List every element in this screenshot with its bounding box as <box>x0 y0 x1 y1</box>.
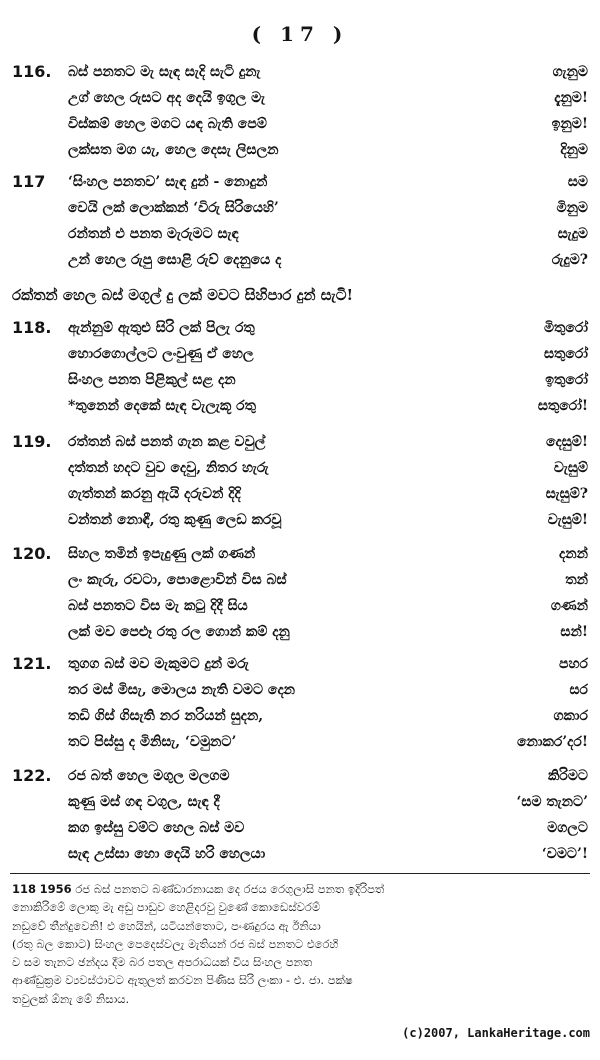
verse-line-rhyme: සර <box>569 682 588 698</box>
verse-block <box>0 432 600 536</box>
verse-line-rhyme: ගැනුම <box>552 64 588 80</box>
verse-line-text: උන් හෙල රුපු සොළි රුව් දෙනුයෙ ද <box>68 252 282 268</box>
verse-number: 122. <box>12 766 52 785</box>
verse-line-rhyme: දැනුම! <box>554 90 588 106</box>
footnote-divider <box>10 873 590 874</box>
footnote-text: රජ බස් පනතට බණ්ඩාරනායක දෙ රජය රෙගුලාසි පනත ඉදිරිපත් <box>75 882 385 896</box>
verse-line-text: ගැත්තන් කරනු ඇයි දරුවන් දිදි <box>68 486 241 502</box>
verse-line <box>0 484 600 510</box>
verse-line-text: රජ බත් හෙල මගුල මලගම <box>68 768 230 784</box>
verse-line <box>0 172 600 198</box>
verse-line-rhyme: ගකාර <box>553 708 588 724</box>
verse-line-text: තට පිස්සු ද මිනිසැ, ‘වමුනට’ <box>68 734 237 750</box>
verse-line-rhyme: පහර <box>559 656 588 672</box>
verse-number: 118. <box>12 318 52 337</box>
verse-line <box>0 818 600 844</box>
verse-line <box>0 706 600 732</box>
verse-line-text: කග ඉස්සු වම්ට හෙල බස් මව <box>68 820 245 836</box>
verse-line-rhyme: ‘සම තැනට’ <box>516 794 588 810</box>
verse-line-rhyme: සතුරෝ! <box>537 398 588 414</box>
verse-line <box>0 224 600 250</box>
verse-line-rhyme: මගලට <box>547 820 588 836</box>
verse-line-text: වන්තන් නොඳී, රතු කුණු ලෙඩ කරවූ <box>68 512 282 528</box>
verse-line-text: බස් පනතට විස මැ කටු දිදී සිය <box>68 598 248 614</box>
footnote-number: 118 <box>12 882 37 896</box>
verse-line-text: ‘සිංහල පනතව’ සැඳ දුන් - නොදුන් <box>68 174 268 190</box>
verse-line <box>0 510 600 536</box>
verse-line <box>0 396 600 422</box>
verse-number: 121. <box>12 654 52 673</box>
verse-line-rhyme: දනන් <box>559 546 588 562</box>
verse-line <box>0 62 600 88</box>
verse-line <box>0 622 600 648</box>
verse-line-text: ලං කැරු, රවටා, පොළොවින් විස බස් <box>68 572 287 588</box>
verse-line-text: රන්තන් එ පනත මැරුමට සැඳ <box>68 226 239 242</box>
verse-line <box>0 318 600 344</box>
verse-line-text: සිංහල පනත පිළිකුල් සළ දන <box>68 372 236 388</box>
verse-line <box>0 140 600 166</box>
verse-line-text: දත්තන් හදට වුව දෙවු, නිතර හැරු <box>68 460 269 476</box>
verse-line-rhyme: ගණන් <box>550 598 588 614</box>
verse-block <box>0 318 600 422</box>
verse-line <box>0 792 600 818</box>
verse-line-rhyme: මිනුම <box>556 200 588 216</box>
verse-line <box>0 844 600 870</box>
verse-line <box>0 88 600 114</box>
verse-line-rhyme: සතුරෝ <box>543 346 588 362</box>
footnote-line: නොකිරිමේ ලොකු මැ අඩු පාඩුව හෙළිදරවු වුණේ කොඩෙස්වරම් <box>12 900 321 915</box>
verse-line-rhyme: සැසුම්? <box>545 486 588 502</box>
footnote-line: (රතු බල කොට) සිංහල පෙදෙස්වලැ මැතියන් රජ බස් පනතට එරෙහි <box>12 936 339 951</box>
verse-line-rhyme: වැසුම්! <box>547 512 588 528</box>
verse-line-text: රත්තන් බස් පනත් ගැන කළ වවුල් <box>68 434 266 450</box>
footnote-year: 1956 <box>39 882 72 896</box>
footnote-line: නඩුවේ තීන්දුවෙනි! එ හෙයින්, යටියන්තොට, පංණදුරය ඇ ඊනියා <box>12 918 321 933</box>
verse-number: 116. <box>12 62 52 81</box>
verse-line-text: තුගග බස් මව මැකුමට දුන් මරු <box>68 656 249 672</box>
verse-line-rhyme: නොකර’දර! <box>516 734 588 750</box>
verse-line-rhyme: දෙසුම්! <box>545 434 588 450</box>
verse-number: 119. <box>12 432 52 451</box>
verse-line <box>0 198 600 224</box>
verse-line-text: වෙයි ලක් ලොක්කන් ‘විරු සිරියෙහි’ <box>68 200 279 216</box>
verse-line <box>0 458 600 484</box>
verse-line-rhyme: ඉනුම! <box>551 116 588 132</box>
verse-line-text: ඇන්නුම් ඇතුළු සිරි ලක් පිලැ රතු <box>68 320 255 336</box>
verse-line-rhyme: ‘වමට’! <box>541 846 588 862</box>
footnote-line: ව සම තැනට ඡන්දය දීම බර පතල අපරාධයක් විය සිංහල පනත <box>12 955 313 970</box>
verse-line <box>0 370 600 396</box>
verse-line <box>0 732 600 758</box>
footnote-line: ආණ්ඩුක්‍රම ව්‍යවස්ථාවට ඇතුලත් කරවන පිණිස සිරි ලංකා - එ. ජා. පක්ෂ <box>12 973 353 988</box>
verse-line-rhyme: රුදුම? <box>551 252 588 268</box>
verse-line-rhyme: තන් <box>565 572 588 588</box>
verse-line-text: විස්කම් හෙල මගට යඳ බැති පෙම් <box>68 116 267 132</box>
verse-line <box>0 432 600 458</box>
verse-block <box>0 766 600 870</box>
verse-line-text: කුණු මස් ගඳ වගුල, සැඳ දී <box>68 794 220 810</box>
verse-line-rhyme: සැදුම <box>557 226 588 242</box>
footnote <box>12 880 588 1008</box>
section-heading: රක්තන් හෙල බස් මගුල් දු ලක් මවට සිහිපාර දුන් සැටි! <box>12 286 354 304</box>
verse-line <box>0 654 600 680</box>
verse-line-rhyme: දිනුම <box>560 142 588 158</box>
verse-block <box>0 62 600 166</box>
verse-number: 120. <box>12 544 52 563</box>
verse-line-text: ලක් මව පෙළූ රතු රල ගොන් කම් දනු <box>68 624 290 640</box>
verse-block <box>0 654 600 758</box>
verse-line-text: තඩි ගිස් ගිසැති නර නරියන් සුදන, <box>68 708 264 724</box>
verse-line-text: උග් හෙල රුසට අද දෙයි ඉගුල මැ <box>68 90 266 106</box>
verse-block <box>0 172 600 276</box>
verse-number: 117 <box>12 172 46 191</box>
verse-line <box>0 114 600 140</box>
verse-line-text: *තුනෙන් දෙකේ සැඳ වැලැකූ රතු <box>68 398 256 414</box>
verse-line <box>0 680 600 706</box>
verse-block <box>0 544 600 648</box>
verse-line-text: ලක්සත මග යැ, හෙල දෙසැ ලිසලන <box>68 142 279 158</box>
verse-line <box>0 596 600 622</box>
verse-line-text: සිහල තමින් ඉපැදුණු ලක් ගණන් <box>68 546 256 562</box>
verse-line <box>0 344 600 370</box>
verse-line <box>0 544 600 570</box>
verse-line <box>0 570 600 596</box>
verse-line-text: බස් පනතට මැ සැඳ සැදි සැටි දුනැ <box>68 64 261 80</box>
verse-line-text: සැඳ උස්සා හො දෙයි හරි හෙලයා <box>68 846 266 862</box>
verse-line <box>0 766 600 792</box>
verse-line-text: තර මස් මිසැ, මොලය නැති වමට දෙන <box>68 682 296 698</box>
verse-line-rhyme: වැසුම් <box>553 460 588 476</box>
footnote-line: තවුලක් ඕනැ මේ නිසාය. <box>12 991 130 1006</box>
footnote-line <box>12 880 588 898</box>
verse-line-rhyme: මිතුරෝ <box>543 320 588 336</box>
verse-line-rhyme: ඉතුරෝ <box>545 372 588 388</box>
verse-line <box>0 250 600 276</box>
copyright-notice: (c)2007, LankaHeritage.com <box>402 1026 590 1040</box>
verse-line-rhyme: සම <box>567 174 588 190</box>
verse-line-rhyme: කිරිමට <box>548 768 588 784</box>
verse-line-rhyme: සන්! <box>560 624 588 640</box>
page-number: ( 17 ) <box>251 22 349 46</box>
verse-line-text: හොරගොල්ලට ලංවුණු ඒ හෙල <box>68 346 254 362</box>
